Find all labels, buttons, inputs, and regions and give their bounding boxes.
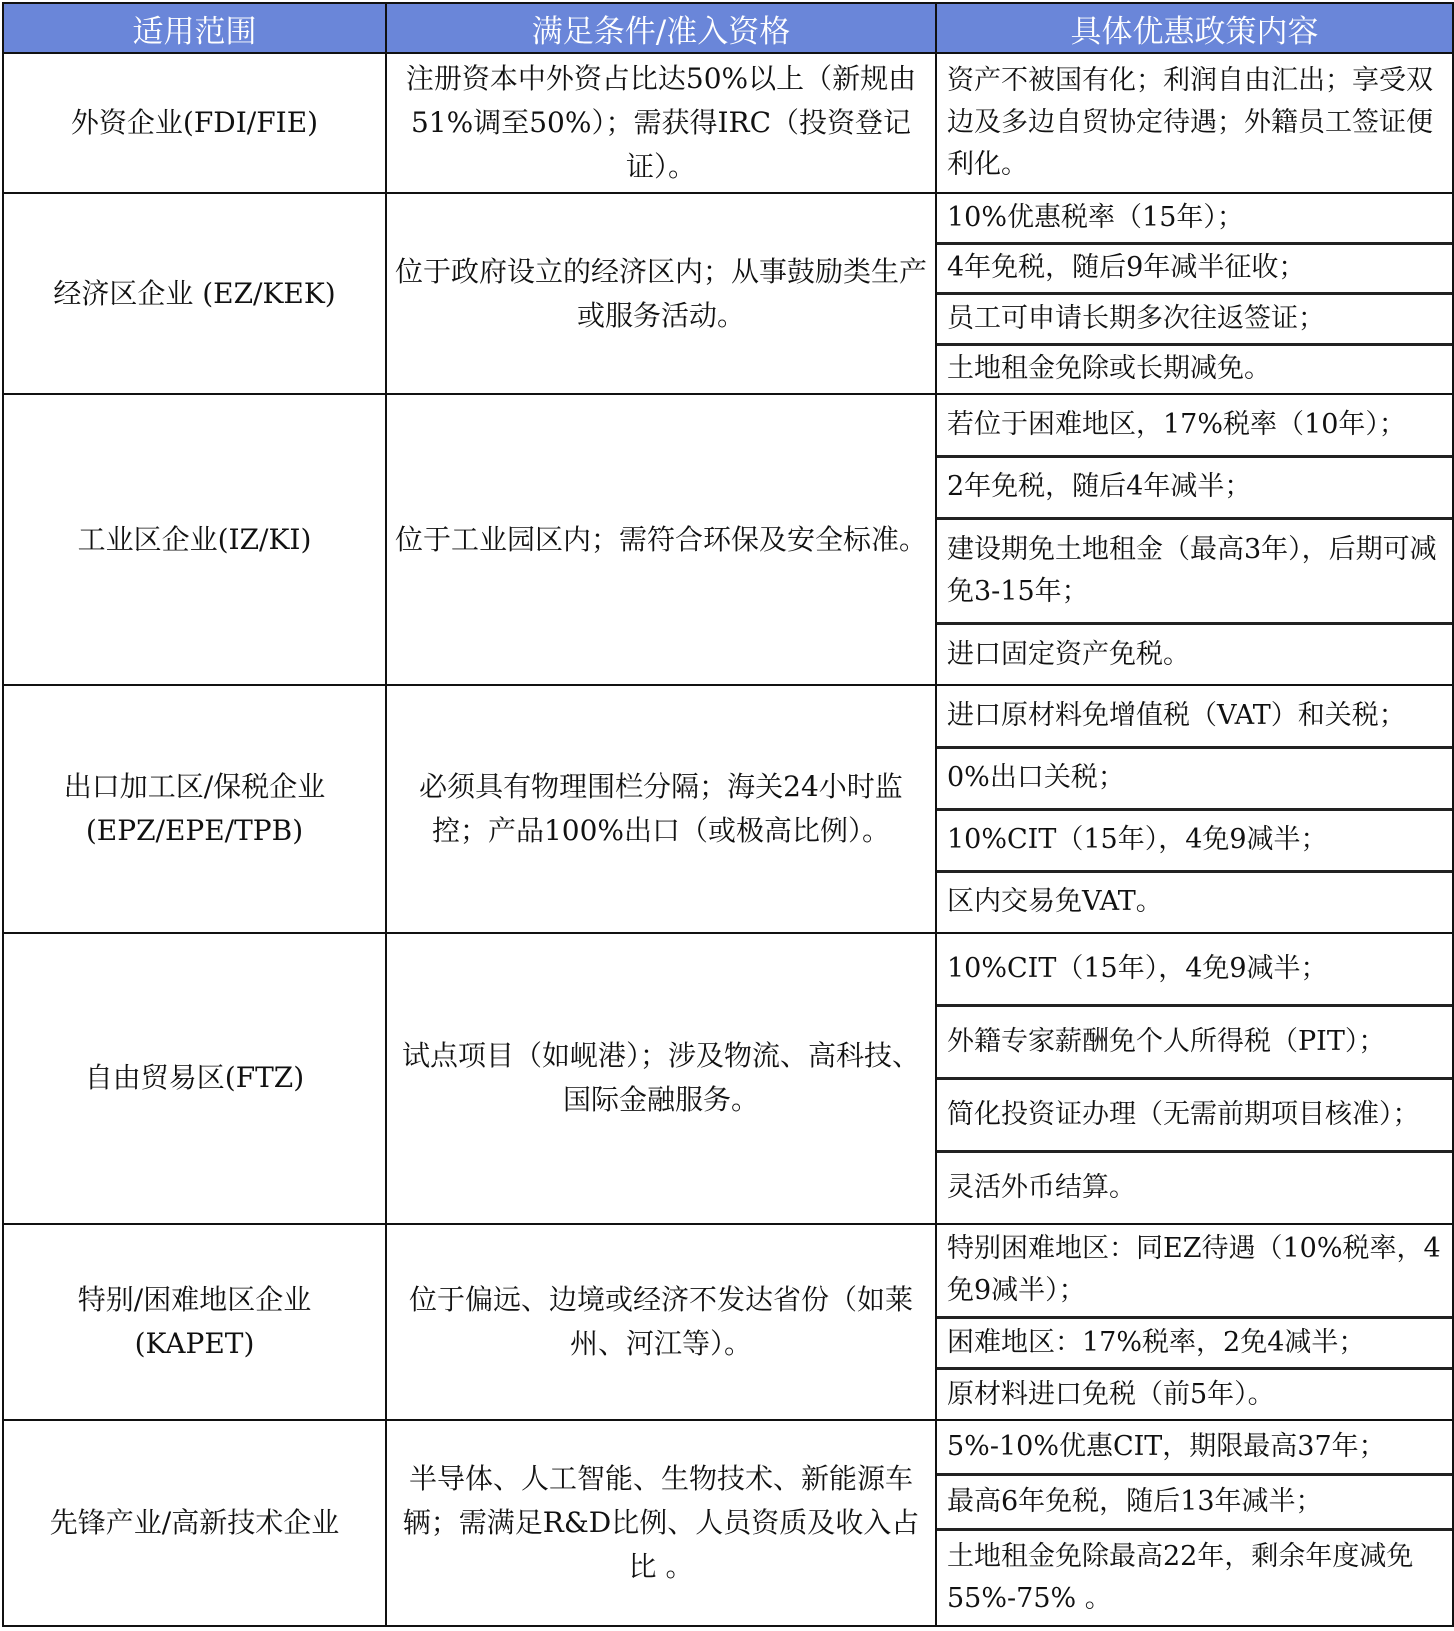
table-row xyxy=(3,53,1453,193)
header-row xyxy=(3,3,1453,53)
benefits-list xyxy=(937,194,1452,393)
condition-cell: 位于工业园区内；需符合环保及安全标准。 xyxy=(386,394,936,686)
table-row xyxy=(3,685,1453,932)
scope-cell: 出口加工区/保税企业 (EPZ/EPE/TPB) xyxy=(3,685,386,932)
benefit-item: 0%出口关税； xyxy=(937,746,1452,808)
table-row xyxy=(3,1224,1453,1420)
scope-cell: 外资企业(FDI/FIE) xyxy=(3,53,386,193)
benefits-cell xyxy=(936,1420,1453,1626)
benefit-item: 最高6年免税，随后13年减半； xyxy=(937,1473,1452,1528)
scope-cell: 自由贸易区(FTZ) xyxy=(3,933,386,1225)
benefit-item: 特别困难地区：同EZ待遇（10%税率，4免9减半）； xyxy=(947,1233,1441,1307)
benefits-cell xyxy=(936,394,1453,686)
benefit-item: 简化投资证办理（无需前期项目核准）； xyxy=(937,1077,1452,1150)
table-row xyxy=(3,193,1453,394)
benefit-item: 原材料进口免税（前5年）。 xyxy=(937,1367,1452,1419)
benefit-item: 建设期免土地租金（最高3年），后期可减免3-15年； xyxy=(937,517,1452,622)
benefit-item: 10%CIT（15年），4免9减半； xyxy=(937,808,1452,870)
benefit-item: 土地租金免除最高22年，剩余年度减免55%-75% 。 xyxy=(937,1528,1452,1625)
benefit-item: 2年免税，随后4年减半； xyxy=(937,455,1452,518)
benefits-list xyxy=(937,395,1452,685)
scope-cell: 经济区企业 (EZ/KEK) xyxy=(3,193,386,394)
condition-cell: 半导体、人工智能、生物技术、新能源车辆；需满足R&D比例、人员资质及收入占比 。 xyxy=(386,1420,936,1626)
benefit-item: 土地租金免除或长期减免。 xyxy=(937,343,1452,393)
benefits-cell xyxy=(936,1224,1453,1420)
benefits-cell xyxy=(936,193,1453,394)
benefits-list xyxy=(937,686,1452,931)
condition-cell: 必须具有物理围栏分隔；海关24小时监控；产品100%出口（或极高比例）。 xyxy=(386,685,936,932)
header-scope: 适用范围 xyxy=(3,3,386,53)
benefit-item: 外籍专家薪酬免个人所得税（PIT）； xyxy=(937,1004,1452,1077)
benefits-cell xyxy=(936,53,1453,193)
benefit-item: 10%优惠税率（15年）； xyxy=(947,201,1244,233)
benefits-list xyxy=(937,54,1452,192)
benefit-item: 10%CIT（15年），4免9减半； xyxy=(947,952,1328,984)
scope-cell: 先锋产业/高新技术企业 xyxy=(3,1420,386,1626)
condition-cell: 注册资本中外资占比达50%以上（新规由51%调至50%）；需获得IRC（投资登记证）。 xyxy=(386,53,936,193)
scope-cell: 工业区企业(IZ/KI) xyxy=(3,394,386,686)
benefit-item: 员工可申请长期多次往返签证； xyxy=(937,292,1452,342)
benefit-item: 进口原材料免增值税（VAT）和关税； xyxy=(947,700,1406,731)
benefits-list xyxy=(937,934,1452,1224)
benefit-item: 若位于困难地区，17%税率（10年）； xyxy=(947,408,1406,440)
table-row xyxy=(3,1420,1453,1626)
policy-table xyxy=(2,2,1454,1627)
header-condition: 满足条件/准入资格 xyxy=(386,3,936,53)
benefit-item: 5%-10%优惠CIT，期限最高37年； xyxy=(947,1430,1386,1462)
condition-cell: 位于政府设立的经济区内；从事鼓励类生产或服务活动。 xyxy=(386,193,936,394)
condition-cell: 试点项目（如岘港）；涉及物流、高科技、国际金融服务。 xyxy=(386,933,936,1225)
table-row xyxy=(3,933,1453,1225)
benefits-cell xyxy=(936,933,1453,1225)
benefit-item: 4年免税，随后9年减半征收； xyxy=(937,242,1452,292)
table-row xyxy=(3,394,1453,686)
benefits-list xyxy=(937,1421,1452,1625)
benefit-item: 区内交易免VAT。 xyxy=(937,870,1452,932)
benefit-item: 灵活外币结算。 xyxy=(937,1150,1452,1223)
scope-cell: 特别/困难地区企业 (KAPET) xyxy=(3,1224,386,1420)
benefit-item: 困难地区：17%税率，2免4减半； xyxy=(937,1316,1452,1368)
benefits-cell xyxy=(936,685,1453,932)
benefit-item: 进口固定资产免税。 xyxy=(937,622,1452,685)
header-benefits: 具体优惠政策内容 xyxy=(936,3,1453,53)
benefit-item: 资产不被国有化；利润自由汇出；享受双边及多边自贸协定待遇；外籍员工签证便利化。 xyxy=(947,65,1433,181)
benefits-list xyxy=(937,1225,1452,1419)
condition-cell: 位于偏远、边境或经济不发达省份（如莱州、河江等）。 xyxy=(386,1224,936,1420)
